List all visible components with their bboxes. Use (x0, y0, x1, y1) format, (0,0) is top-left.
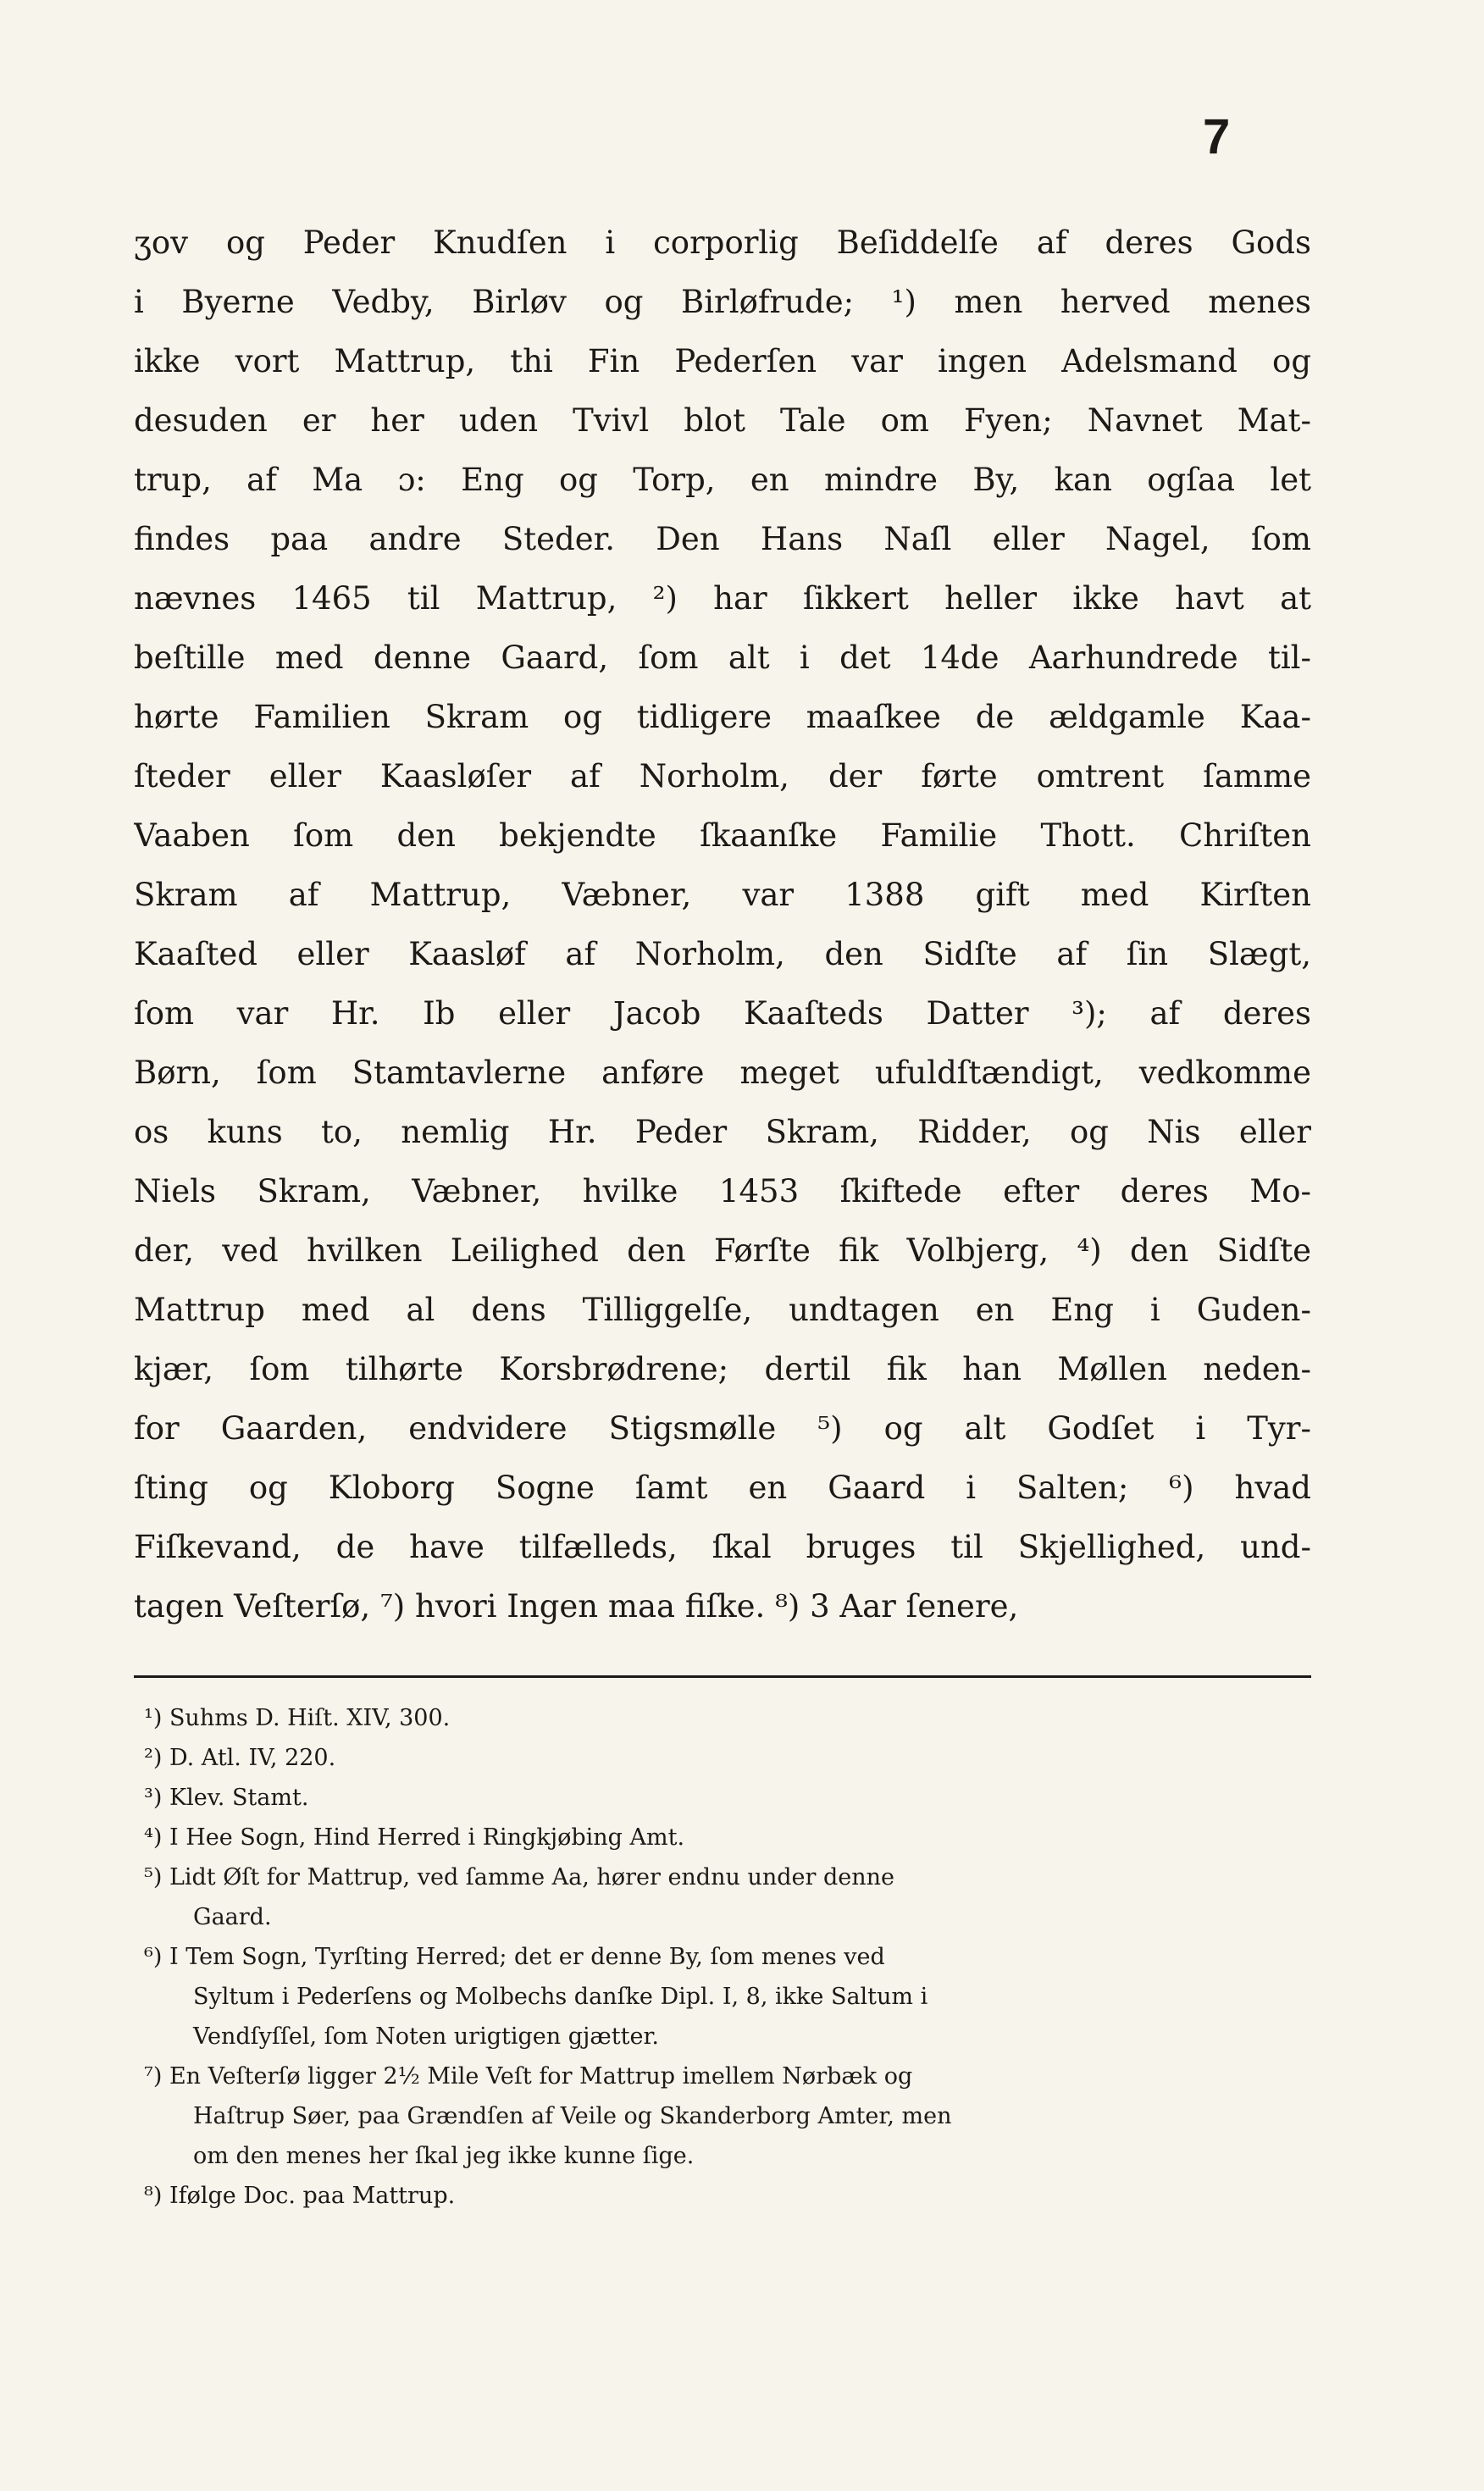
footnote-continuation: Syltum i Pederſens og Molbechs danſke Dipl. I, 8, ikke Saltum i (193, 1984, 928, 2010)
text-line: Mattrup med al dens Tilliggelſe, undtagen en Eng i Guden- (134, 1292, 1311, 1328)
text-line: ſteder eller Kaasløſer af Norholm, der førte omtrent ſamme (134, 758, 1311, 794)
text-line: findes paa andre Steder. Den Hans Naſl eller Nagel, ſom (134, 521, 1311, 557)
text-line: hørte Familien Skram og tidligere maaſkee de ældgamle Kaa- (134, 699, 1311, 735)
text-line: Niels Skram, Væbner, hvilke 1453 ſkiftede efter deres Mo- (134, 1173, 1311, 1210)
text-line: trup, af Ma ɔ: Eng og Torp, en mindre By, kan ogſaa let (134, 462, 1311, 498)
text-line: Fiſkevand, de have tilfælleds, ſkal bruges til Skjellighed, und- (134, 1529, 1311, 1565)
footnote-continuation: Gaard. (193, 1904, 272, 1930)
footnotes (144, 1698, 1313, 2216)
text-line: Vaaben ſom den bekjendte ſkaanſke Familie Thott. Chriſten (134, 817, 1311, 854)
body-text (134, 213, 1311, 1636)
text-line: ikke vort Mattrup, thi Fin Pederſen var ingen Adelsmand og (134, 343, 1311, 379)
footnote: ⁵) Lidt Øſt for Mattrup, ved ſamme Aa, hører endnu under denne (144, 1864, 895, 1890)
text-line: Skram af Mattrup, Væbner, var 1388 gift med Kirſten (134, 877, 1311, 913)
footnote: ¹) Suhms D. Hiſt. XIV, 300. (144, 1705, 451, 1731)
footnote: ⁶) I Tem Sogn, Tyrſting Herred; det er denne By, ſom menes ved (144, 1944, 885, 1970)
footnote-continuation: Haſtrup Søer, paa Grændſen af Veile og Skanderborg Amter, men (193, 2103, 952, 2129)
text-line: ſom var Hr. Ib eller Jacob Kaaſteds Datter ³); af deres (134, 995, 1311, 1032)
text-line: tagen Veſterſø, ⁷) hvori Ingen maa fiſke. ⁸) 3 Aar ſenere, (134, 1588, 1019, 1625)
footnote: ³) Klev. Stamt. (144, 1785, 309, 1811)
text-line: desuden er her uden Tvivl blot Tale om Fyen; Navnet Mat- (134, 402, 1311, 439)
footnote-divider (134, 1675, 1311, 1678)
text-line: der, ved hvilken Leilighed den Førſte fik Volbjerg, ⁴) den Sidſte (134, 1232, 1311, 1269)
text-line: Børn, ſom Stamtavlerne anføre meget ufuldſtændigt, vedkomme (134, 1055, 1311, 1091)
text-line: for Gaarden, endvidere Stigsmølle ⁵) og alt Godſet i Tyr- (134, 1410, 1311, 1447)
footnote: ⁷) En Veſterſø ligger 2½ Mile Veſt for Mattrup imellem Nørbæk og (144, 2063, 913, 2090)
footnote: ⁸) Ifølge Doc. paa Mattrup. (144, 2183, 456, 2209)
text-line: os kuns to, nemlig Hr. Peder Skram, Ridder, og Nis eller (134, 1114, 1311, 1150)
footnote-continuation: Vendſyſſel, ſom Noten urigtigen gjætter. (193, 2023, 659, 2050)
text-line: beſtille med denne Gaard, ſom alt i det 14de Aarhundrede til- (134, 639, 1311, 676)
text-line: ſting og Kloborg Sogne ſamt en Gaard i Salten; ⁶) hvad (134, 1470, 1311, 1506)
text-line: nævnes 1465 til Mattrup, ²) har ſikkert heller ikke havt at (134, 580, 1311, 617)
text-line: Kaaſted eller Kaasløf af Norholm, den Sidſte af ſin Slægt, (134, 936, 1311, 972)
page-number: 7 (1203, 109, 1231, 164)
text-line: kjær, ſom tilhørte Korsbrødrene; dertil fik han Møllen neden- (134, 1351, 1311, 1387)
footnote: ⁴) I Hee Sogn, Hind Herred i Ringkjøbing Amt. (144, 1824, 685, 1851)
footnote-continuation: om den menes her ſkal jeg ikke kunne ſige. (193, 2143, 695, 2169)
footnote: ²) D. Atl. IV, 220. (144, 1745, 336, 1771)
text-line: ʒov og Peder Knudſen i corporlig Beſiddelſe af deres Gods (134, 224, 1311, 261)
text-line: i Byerne Vedby, Birløv og Birløfrude; ¹) men herved menes (134, 284, 1311, 320)
